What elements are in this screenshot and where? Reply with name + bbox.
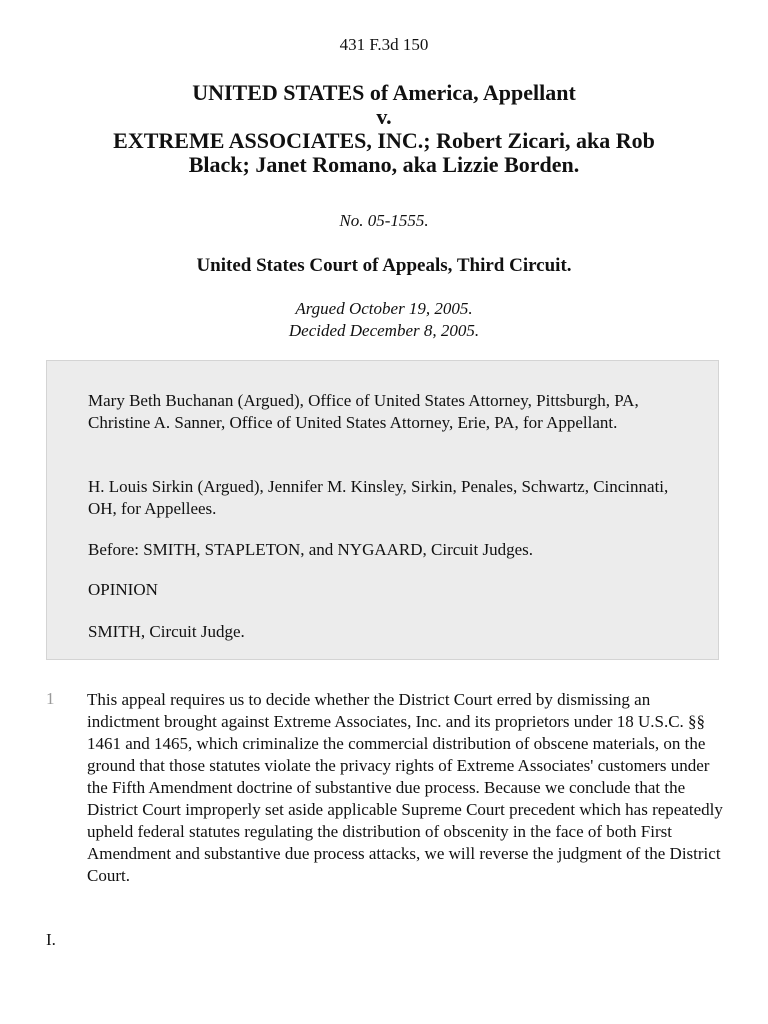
case-title-line-4: Black; Janet Romano, aka Lizzie Borden. <box>188 152 580 177</box>
panel-judges: Before: SMITH, STAPLETON, and NYGAARD, Circuit Judges. <box>88 540 534 559</box>
decided-date: Decided December 8, 2005. <box>288 321 480 340</box>
paragraph-number: 1 <box>46 689 55 708</box>
section-heading: I. <box>46 930 56 949</box>
case-header-box <box>46 360 719 660</box>
docket-number: No. 05-1555. <box>339 211 429 230</box>
opinion-label: OPINION <box>88 580 158 599</box>
case-title-line-1: UNITED STATES of America, Appellant <box>192 80 576 105</box>
case-citation: 431 F.3d 150 <box>339 35 429 54</box>
case-title-line-2: v. <box>376 104 392 129</box>
counsel-appellant: Mary Beth Buchanan (Argued), Office of United States Attorney, Pittsburgh, PA, Christine A. Sanner, Office of United States Attorney, Erie, PA, for Appellant. <box>88 391 639 432</box>
argued-date: Argued October 19, 2005. <box>295 299 473 318</box>
case-title-line-3: EXTREME ASSOCIATES, INC.; Robert Zicari, aka Rob <box>113 128 655 153</box>
case-dates <box>0 298 768 342</box>
opinion-paragraph: This appeal requires us to decide whether the District Court erred by dismissing an indictment brought against Extreme Associates, Inc. and its proprietors under 18 U.S.C. §§ 1461 and 1465, which criminalize the commercial distribution of obscene materials, on the ground that those statutes violate the privacy rights of Extreme Associates' customers under the Fifth Amendment doctrine of substantive due process. Because we conclude that the District Court improperly set aside applicable Supreme Court precedent which has repeatedly upheld federal statutes regulating the distribution of obscenity in the face of both First Amendment and substantive due process attacks, we will reverse the judgment of the District Court. <box>87 690 723 885</box>
counsel-appellees: H. Louis Sirkin (Argued), Jennifer M. Kinsley, Sirkin, Penales, Schwartz, Cincinnati, OH, for Appellees. <box>88 477 669 518</box>
opinion-author: SMITH, Circuit Judge. <box>88 622 245 641</box>
case-title <box>40 81 728 177</box>
court-name: United States Court of Appeals, Third Circuit. <box>196 255 572 276</box>
